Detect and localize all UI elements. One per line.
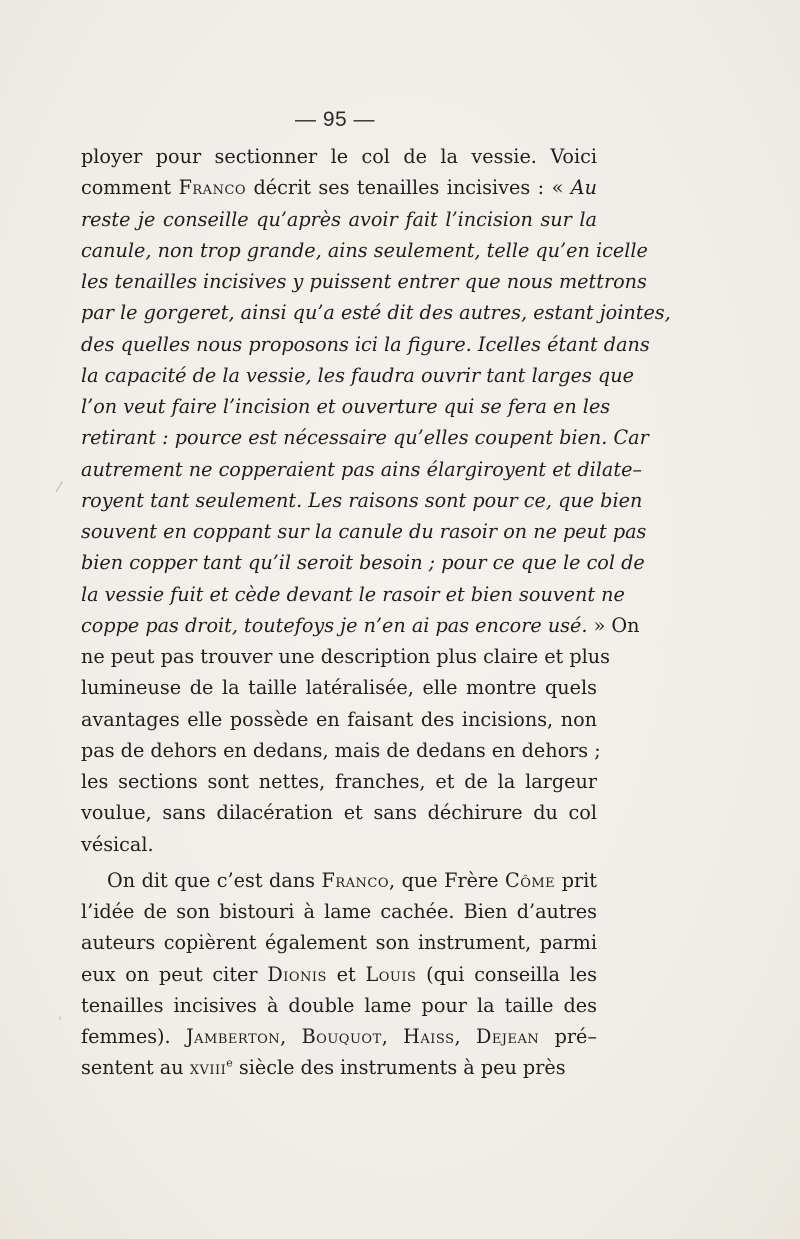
text-line — [81, 329, 650, 360]
text-run: femmes). — [81, 1025, 186, 1048]
text-line — [81, 266, 647, 297]
text-run: retirant : pource est nécessaire qu’elles coupent bien. Car — [81, 426, 649, 450]
text-line — [81, 959, 597, 990]
text-run: les sections sont nettes, franches, et de la largeur — [81, 770, 597, 793]
text-run: ne peut pas trouver une description plus claire et plus — [81, 645, 610, 668]
text-run: auteurs copièrent également son instrument, parmi — [81, 931, 597, 955]
text-line — [81, 141, 597, 172]
text-run: autrement ne copperaient pas ains élargiroyent et dilate– — [81, 457, 643, 481]
page: — 95 — ployer pour sectionner le col de la vessie. Voici comment Franco décrit ses tenailles incisives : « Au reste je conseille qu’après avoir fait l’incision sur la canule, non trop grande, ains seulement, telle qu’en icelle les tenailles incisives y puissent entrer que nous mettrons par le gorgeret, ainsi qu’a esté dit des autres, estant jointes, des quelles nous proposons ici la figure. Icelles étant dans la capacité de la vessie, les faudra ouvrir tant larges que l’on veut faire l’incision et ouverture qui se fera en les retirant : pource est nécessaire qu’elles coupent bien. Car autrement ne copperaient pas ains élargiroyent et dilate– royent tant seulement. Les raisons sont pour ce, que bien souvent en coppant sur la canule du rasoir on ne peut pas bien copper tant qu’il seroit besoin ; pour ce que le col de la vessie fuit et cède devant le rasoir et bien souvent ne coppe pas droit, toutefoys je n’en ai pas encore usé. » On ne peut pas trouver une description plus claire et plus lumineuse de la taille latéralisée, elle montre quels avantages elle possède en faisant des incisions, non pas de dehors en dedans, mais de dedans en dehors ; les sections sont nettes, franches, et de la largeur voulue, sans dilacération et sans déchirure du col vésical. On dit que c’est dans Franco, que Frère Côme prit l’idée de son bistouri à lame cachée. Bien d’autres auteurs copièrent également son instrument, parmi eux on peut citer Dionis et Louis (qui conseilla les tenailles incisives à double lame pour la taille des femmes). Jamberton, Bouquot, Haiss, Dejean pré– sentent au xviii$^e$ siècle des instruments à peu près ⁄ ˈ — [0, 0, 800, 1239]
text-line — [81, 1052, 597, 1083]
text-run: bien copper tant qu’il seroit besoin ; pour ce que le col de — [81, 551, 645, 575]
body-text — [81, 141, 671, 1084]
text-run: vésical. — [81, 832, 154, 856]
text-run: et — [326, 962, 366, 986]
text-line — [81, 172, 597, 203]
text-run: lumineuse de la taille latéralisée, elle montre quels — [81, 676, 597, 700]
text-line — [81, 204, 597, 235]
text-run: pré– — [539, 1025, 597, 1048]
proper-name: Jamberton — [185, 1025, 281, 1048]
text-run: l’idée de son bistouri à lame cachée. Bien d’autres — [81, 900, 597, 923]
text-line — [81, 422, 649, 453]
text-line — [81, 516, 647, 547]
text-run: On dit que c’est dans — [107, 868, 322, 892]
proper-name: Louis — [365, 962, 417, 986]
text-line — [81, 297, 671, 328]
proper-name: Dionis — [267, 962, 327, 986]
text-line — [81, 579, 625, 610]
text-run: la vessie fuit et cède devant le rasoir et bien souvent ne — [81, 582, 625, 606]
text-run: coppe pas droit, toutefoys je n’en ai pas encore usé. — [81, 613, 588, 637]
text-line — [81, 829, 597, 860]
text-run: ployer pour sectionner le col de la vessie. Voici — [81, 145, 597, 168]
paragraph-2 — [81, 865, 597, 1084]
text-run: , — [454, 1025, 476, 1048]
text-run: par le gorgeret, ainsi qu’a esté dit des autres, estant jointes, — [81, 301, 671, 325]
text-run: e — [226, 1056, 233, 1070]
paragraph-1 — [81, 141, 671, 860]
proper-name: Franco — [321, 868, 389, 892]
text-line — [81, 610, 640, 641]
text-run: l’on veut faire l’incision et ouverture qui se fera en les — [81, 395, 611, 418]
proper-name: Dejean — [475, 1025, 540, 1048]
proper-name: Haiss — [403, 1025, 455, 1048]
text-line — [81, 235, 648, 266]
text-run: canule, non trop grande, ains seulement, telle qu’en icelle — [81, 238, 648, 262]
text-run: » On — [587, 613, 640, 637]
text-run: , que Frère — [389, 868, 506, 892]
proper-name: xviii — [189, 1056, 227, 1080]
text-run: eux on peut citer — [81, 962, 268, 986]
text-run: siècle des instruments à peu près — [232, 1056, 566, 1080]
proper-name: Bouquot — [301, 1025, 382, 1048]
text-run: tenailles incisives à double lame pour la taille des — [81, 993, 597, 1017]
text-line — [81, 990, 597, 1021]
text-run: comment — [81, 176, 179, 200]
text-run: voulue, sans dilacération et sans déchirure du col — [81, 801, 597, 825]
text-run: souvent en coppant sur la canule du rasoir on ne peut pas — [81, 520, 647, 543]
text-line — [81, 672, 597, 703]
text-run: avantages elle possède en faisant des incisions, non — [81, 707, 597, 731]
text-line — [81, 865, 597, 896]
text-line — [81, 360, 634, 391]
text-line — [81, 391, 611, 422]
text-line — [81, 704, 597, 735]
text-run: les tenailles incisives y puissent entrer que nous mettrons — [81, 270, 647, 293]
text-line — [81, 797, 597, 828]
text-run: Au — [570, 176, 597, 200]
text-line — [81, 735, 601, 766]
text-run: la capacité de la vessie, les faudra ouvrir tant larges que — [81, 363, 634, 387]
text-line — [81, 547, 645, 578]
text-run: royent tant seulement. Les raisons sont pour ce, que bien — [81, 488, 643, 512]
text-run: prit — [555, 868, 597, 892]
text-run: , — [280, 1025, 302, 1048]
text-run: (qui conseilla les — [416, 962, 597, 986]
text-line — [81, 896, 597, 927]
text-line — [81, 1021, 597, 1052]
proper-name: Côme — [505, 868, 556, 892]
text-line — [81, 641, 610, 672]
text-run: pas de dehors en dedans, mais de dedans en dehors ; — [81, 738, 601, 762]
text-run: reste je conseille qu’après avoir fait l’incision sur la — [81, 207, 597, 231]
text-run: sentent au — [81, 1056, 190, 1080]
text-run: des quelles nous proposons ici la figure. Icelles étant dans — [81, 332, 650, 356]
text-line — [81, 927, 597, 958]
text-run: décrit ses tenailles incisives : « — [246, 176, 571, 200]
text-line — [81, 485, 643, 516]
text-run: , — [381, 1025, 404, 1048]
text-line — [81, 766, 597, 797]
text-line — [81, 454, 643, 485]
proper-name: Franco — [178, 176, 247, 200]
page-number: — 95 — — [294, 108, 376, 131]
